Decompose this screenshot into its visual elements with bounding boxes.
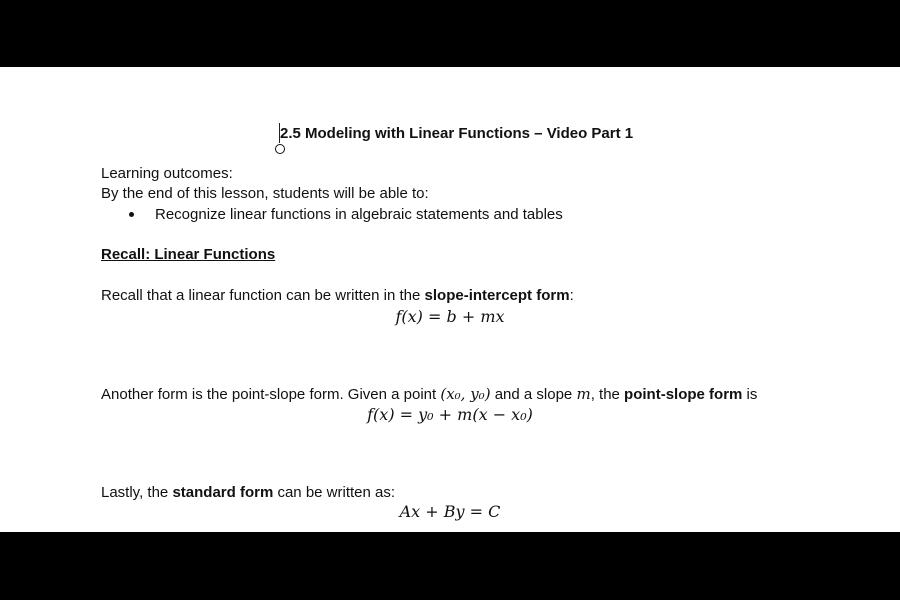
slope-intercept-formula [300,307,600,327]
standard-formula [300,502,600,522]
document-page [0,67,900,532]
slope-intercept-bold: slope-intercept form [424,287,570,304]
letterbox-bottom [0,532,900,600]
bullet-icon [129,212,134,217]
point-slope-slope-var: m [576,385,591,403]
point-slope-text-2: and a slope [490,386,577,403]
point-slope-sentence [101,384,757,405]
outcome-item: Recognize linear functions in algebraic statements and tables [155,206,563,223]
standard-bold: standard form [172,484,274,501]
document-title: 2.5 Modeling with Linear Functions – Video Part 1 [280,125,634,142]
point-slope-text-3: , the [590,386,625,403]
standard-sentence [101,483,395,503]
slope-intercept-sentence [101,286,574,306]
slope-intercept-text-after: : [569,287,574,304]
outcomes-heading: Learning outcomes: [101,165,233,182]
point-slope-bold: point-slope form [624,386,743,403]
letterbox-top [0,0,900,67]
point-slope-text-4: is [742,386,758,403]
standard-text-after: can be written as: [273,484,396,501]
cursor-handle-icon[interactable] [275,144,285,154]
point-slope-formula-text: f(x) = y₀ + m(x − x₀) [367,405,533,424]
standard-text-before: Lastly, the [101,484,173,501]
slope-intercept-formula-text: f(x) = b + mx [395,307,505,326]
point-slope-formula [300,405,600,425]
point-slope-text-1: Another form is the point-slope form. Given a point [101,386,441,403]
outcomes-intro: By the end of this lesson, students will be able to: [101,185,429,202]
point-slope-point: (x₀, y₀) [440,385,491,403]
slope-intercept-text-before: Recall that a linear function can be written in the [101,287,425,304]
standard-formula-text: Ax + By = C [399,502,501,521]
recall-heading: Recall: Linear Functions [101,246,276,263]
